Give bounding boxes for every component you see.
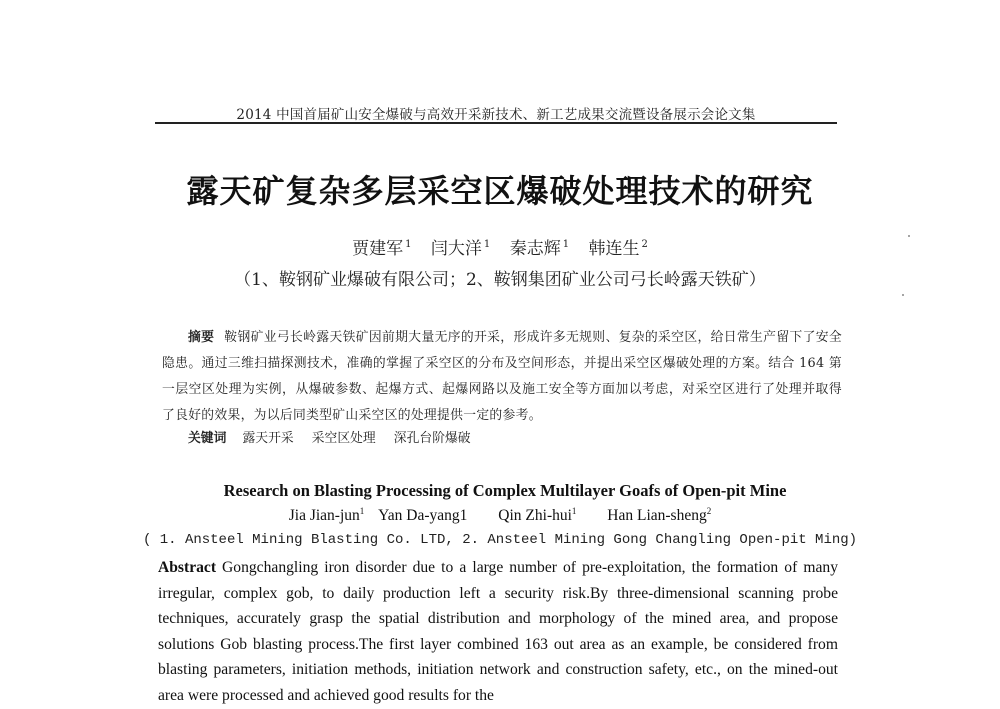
abstract-cn-text: 鞍钢矿业弓长岭露天铁矿因前期大量无序的开采，形成许多无规则、复杂的采空区，给日常生产留下了安全隐患。通过三维扫描探测技术，准确的掌握了采空区的分布及空间形态，并提出采空区爆破处理的方案。结合 164 第一层空区处理为实例，从爆破参数、起爆方式、起爆网路以及施工安全等方面加以考虑，对采空区进行了处理并取得了良好的效果，为以后同类型矿山采空区的处理提供一定的参考。 [162, 330, 842, 423]
author-cn: 贾建军 $^1$ [352, 239, 412, 259]
author-en: Jia Jian-jun$^1$ [288, 506, 365, 525]
running-header: 2014 中国首届矿山安全爆破与高效开采新技术、新工艺成果交流暨设备展示会论文集 [236, 107, 756, 123]
abstract-cn [162, 325, 842, 429]
affiliation-cn: （1、鞍钢矿业爆破有限公司；2、鞍钢集团矿业公司弓长岭露天铁矿） [234, 270, 766, 290]
scan-speck [902, 294, 904, 296]
abstract-en-label: Abstract [158, 559, 217, 576]
author-cn: 秦志辉 $^1$ [509, 239, 570, 259]
scan-speck [908, 235, 910, 237]
header-rule [155, 122, 837, 124]
affiliation-en: ( 1. Ansteel Mining Blasting Co. LTD, 2. Ansteel Mining Gong Changling Open-pit Ming) [142, 532, 858, 548]
authors-en [0, 506, 1000, 525]
paper-title-cn: 露天矿复杂多层采空区爆破处理技术的研究 [186, 172, 814, 210]
author-en: Han Lian-sheng$^2$ [607, 506, 712, 525]
keyword-cn: 露天开采 [242, 431, 294, 446]
author-cn: 韩连生 $^2$ [588, 239, 648, 259]
abstract-en [158, 555, 838, 709]
keyword-cn: 深孔台阶爆破 [393, 431, 471, 446]
keywords-cn [188, 427, 838, 446]
author-en: Yan Da-yang1 [378, 507, 468, 525]
author-en: Qin Zhi-hui$^1$ [498, 506, 577, 525]
keywords-cn-label: 关键词 [188, 431, 227, 446]
abstract-cn-label: 摘要 [188, 330, 215, 345]
abstract-en-text: Gongchangling iron disorder due to a large number of pre-exploitation, the formation of many irregular, complex gob, to daily production left a security risk.By three-dimensional scanning probe techniques, accurately grasp the spatial distribution and morphology of the mined area, and propose solutions Gob blasting process.The first layer combined 163 out area as an example, be considered from blasting parameters, initiation methods, initiation network and construction safety, etc., on the mined-out area were processed and achieved good results for the [158, 559, 838, 704]
keyword-cn: 采空区处理 [311, 431, 376, 446]
author-cn: 闫大洋 $^1$ [430, 239, 491, 259]
paper-title-en: Research on Blasting Processing of Complex Multilayer Goafs of Open-pit Mine [223, 481, 787, 500]
authors-cn [0, 234, 1000, 259]
